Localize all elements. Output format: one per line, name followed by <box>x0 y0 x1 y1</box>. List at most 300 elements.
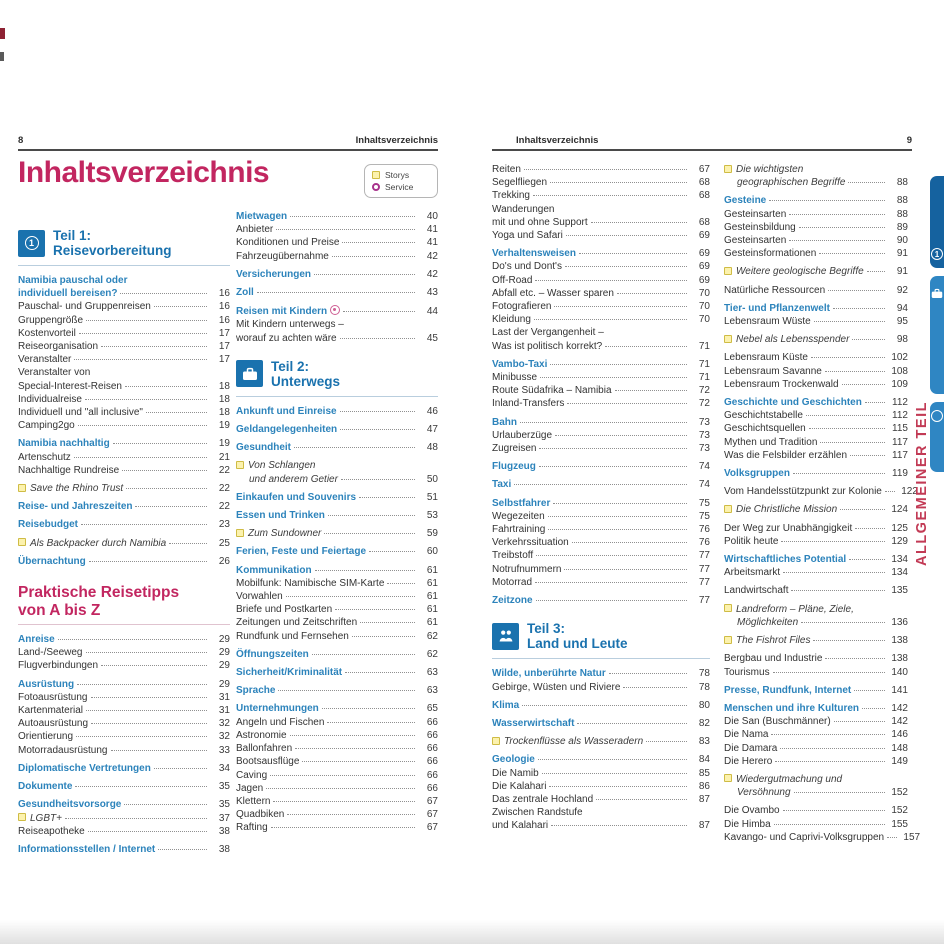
dot-leader <box>536 600 687 601</box>
toc-entry <box>236 716 438 729</box>
toc-entry-line <box>18 798 230 811</box>
toc-entry-page: 65 <box>426 703 438 715</box>
toc-entry-label: Versicherungen <box>236 268 312 280</box>
toc-entry-label: Motorradausrüstung <box>18 744 108 756</box>
toc-entry <box>724 755 908 768</box>
toc-entry-page: 73 <box>698 416 710 428</box>
dot-leader <box>315 570 415 571</box>
toc-entry <box>236 769 438 782</box>
dot-leader <box>75 786 207 787</box>
toc-entry-page: 17 <box>218 327 230 339</box>
toc-entry-line <box>236 648 438 661</box>
toc-entry-line <box>492 753 710 766</box>
toc-entry-page: 115 <box>892 423 908 435</box>
toc-entry <box>18 704 230 717</box>
toc-entry-label: Wanderungen <box>492 203 555 215</box>
toc-entry-line <box>492 384 710 397</box>
toc-entry-page: 41 <box>426 224 438 236</box>
toc-entry-page: 138 <box>891 653 908 665</box>
toc-entry-page: 70 <box>698 314 710 326</box>
toc-entry-label: Als Backpacker durch Namibia <box>30 537 167 549</box>
toc-entry <box>492 717 710 730</box>
toc-entry-line <box>724 616 908 629</box>
toc-entry-line <box>724 247 908 260</box>
toc-entry <box>236 286 438 299</box>
toc-entry-label: Segelfliegen <box>492 177 548 189</box>
dot-leader <box>125 386 207 387</box>
toc-entry-line <box>492 260 710 273</box>
toc-entry-page: 18 <box>218 380 230 392</box>
toc-entry-line <box>492 699 710 712</box>
toc-entry-line <box>724 603 908 616</box>
toc-entry-page: 75 <box>698 497 710 509</box>
toc-entry-label: Landreform – Pläne, Ziele, <box>736 603 854 615</box>
toc-entry-page: 69 <box>698 248 710 260</box>
toc-entry-label: Mythen und Tradition <box>724 436 818 448</box>
dot-leader <box>549 786 687 787</box>
dot-leader <box>809 428 885 429</box>
toc-entry-label: Namibia nachhaltig <box>18 438 110 450</box>
toc-entry-label: Kostenvorteil <box>18 327 76 339</box>
dot-leader <box>169 543 207 544</box>
toc-entry-line <box>724 351 908 364</box>
toc-entry-label: Die wichtigsten <box>736 164 804 175</box>
toc-entry-label: Klima <box>492 699 520 711</box>
dot-leader <box>842 384 885 385</box>
toc-entry-label: Last der Vergangenheit – <box>492 327 604 339</box>
toc-entry <box>236 616 438 629</box>
toc-entry-line <box>236 729 438 742</box>
toc-entry-page: 29 <box>218 634 230 646</box>
toc-entry-line <box>18 843 230 856</box>
right-running-head: Inhaltsverzeichnis <box>516 135 599 146</box>
dot-leader <box>91 697 208 698</box>
toc-entry-line <box>18 780 230 793</box>
toc-entry-label: Die Himba <box>724 818 771 830</box>
toc-entry-label: Angeln und Fischen <box>236 716 325 728</box>
toc-entry-label: Zum Sundowner <box>248 528 322 540</box>
service-icon <box>372 183 380 191</box>
toc-entry-label: Reise- und Jahreszeiten <box>18 501 133 513</box>
toc-entry-label: Informationsstellen / Internet <box>18 843 156 855</box>
dot-leader <box>535 582 687 583</box>
dot-leader <box>539 448 687 449</box>
toc-entry-label: Weitere geologische Begriffe <box>736 266 864 278</box>
toc-entry-page: 148 <box>891 742 908 754</box>
dot-leader <box>591 222 687 223</box>
toc-entry-label: Natürliche Ressourcen <box>724 284 826 296</box>
toc-entry-page: 76 <box>698 537 710 549</box>
toc-entry-label: Die Christliche Mission <box>736 504 838 516</box>
dot-leader <box>314 274 415 275</box>
toc-entry-line <box>724 684 908 697</box>
toc-list <box>236 405 438 835</box>
toc-entry-label: Wilde, unberührte Natur <box>492 668 606 680</box>
toc-entry-line <box>492 203 710 216</box>
toc-entry-page: 51 <box>426 491 438 503</box>
toc-entry <box>492 767 710 780</box>
toc-entry <box>724 351 908 364</box>
dot-leader <box>538 759 687 760</box>
toc-entry-line <box>724 535 908 548</box>
toc-entry-label: Vambo-Taxi <box>492 358 548 370</box>
toc-entry-label: Möglichkeiten <box>737 616 799 628</box>
toc-entry-label: Der Weg zur Unabhängigkeit <box>724 522 853 534</box>
toc-entry-line <box>18 730 230 743</box>
toc-entry-label: Von Schlangen <box>248 460 316 472</box>
toc-entry-page: 59 <box>426 528 438 540</box>
toc-entry <box>18 825 230 838</box>
toc-entry <box>236 223 438 236</box>
toc-entry-line <box>724 234 908 247</box>
left-column-2 <box>236 164 438 835</box>
toc-entry-label: Fotografieren <box>492 301 552 313</box>
toc-entry-line <box>236 564 438 577</box>
toc-entry <box>18 691 230 704</box>
toc-entry-line <box>18 393 230 406</box>
toc-entry-page: 18 <box>218 393 230 405</box>
toc-entry <box>18 633 230 646</box>
toc-entry-label: Individuell und "all inclusive" <box>18 407 143 419</box>
toc-entry-page: 87 <box>698 820 710 832</box>
toc-entry-label: Die Nama <box>724 729 769 741</box>
toc-entry-line <box>724 566 908 579</box>
dot-leader <box>58 639 207 640</box>
dot-leader <box>327 722 415 723</box>
toc-entry-page: 16 <box>218 301 230 313</box>
toc-entry-label: Trockenflüsse als Wasseradern <box>504 736 644 748</box>
toc-entry <box>236 684 438 697</box>
story-box-icon <box>724 604 732 612</box>
toc-entry-line <box>724 163 908 176</box>
toc-entry <box>724 831 921 844</box>
toc-entry-page: 88 <box>896 195 908 207</box>
toc-entry-line <box>18 678 230 691</box>
toc-entry <box>236 590 438 603</box>
toc-entry-page: 66 <box>426 782 438 794</box>
toc-entry-label: Geschichte und Geschichten <box>724 397 862 409</box>
section-heading-praktische-reisetipps: Praktische Reisetipps von A bis Z <box>18 584 230 625</box>
toc-entry-page: 19 <box>218 438 230 450</box>
toc-entry-line <box>724 436 908 449</box>
toc-entry-page: 66 <box>426 756 438 768</box>
toc-entry-line <box>236 716 438 729</box>
toc-entry-page: 135 <box>891 585 908 597</box>
toc-entry-page: 141 <box>891 684 908 696</box>
toc-entry-line <box>236 210 438 223</box>
dot-leader <box>65 818 207 819</box>
toc-entry-label: Wasserwirtschaft <box>492 717 575 729</box>
dot-leader <box>794 792 885 793</box>
toc-entry-line <box>18 287 230 300</box>
toc-entry-line <box>236 684 438 697</box>
toc-entry-label: Bahn <box>492 416 517 428</box>
toc-entry-page: 44 <box>426 306 438 318</box>
story-box-icon <box>724 774 732 782</box>
toc-entry-label: Gesundheit <box>236 442 292 454</box>
left-page-header <box>18 128 438 151</box>
toc-entry-page: 61 <box>426 604 438 616</box>
toc-entry <box>236 742 438 755</box>
toc-entry-label: Nebel als Lebensspender <box>736 334 850 346</box>
dot-leader <box>522 705 687 706</box>
toc-entry-page: 68 <box>698 216 710 228</box>
toc-entry-label: Reiseorganisation <box>18 341 99 353</box>
toc-entry <box>724 208 908 221</box>
toc-entry-line <box>492 576 710 589</box>
dot-leader <box>340 338 415 339</box>
toc-entry <box>724 194 908 207</box>
part-1-header <box>18 228 230 266</box>
dot-leader <box>294 447 415 448</box>
toc-entry <box>236 821 438 834</box>
toc-entry-label: Reisebudget <box>18 519 79 531</box>
toc-entry <box>18 482 230 495</box>
dot-leader <box>343 311 415 312</box>
toc-entry-line <box>492 247 710 260</box>
dot-leader <box>287 814 415 815</box>
toc-entry-line <box>724 715 908 728</box>
toc-entry-line <box>492 780 710 793</box>
toc-entry-label: Mit Kindern unterwegs – <box>236 319 344 331</box>
dot-leader <box>158 849 207 850</box>
dot-leader <box>550 182 687 183</box>
dot-leader <box>101 346 207 347</box>
toc-entry-label: Route Südafrika – Namibia <box>492 385 612 397</box>
dot-leader <box>335 609 415 610</box>
dot-leader <box>567 403 687 404</box>
toc-entry-label: Wirtschaftliches Potential <box>724 554 847 566</box>
toc-entry-line <box>492 819 710 832</box>
dot-leader <box>833 308 885 309</box>
toc-entry <box>236 318 438 344</box>
toc-entry-label: Namibia pauschal oder <box>18 275 128 286</box>
circle-icon <box>931 410 943 422</box>
toc-entry-line <box>236 590 438 603</box>
suitcase-icon <box>931 286 943 304</box>
toc-entry-page: 63 <box>426 685 438 697</box>
toc-entry-label: Was die Felsbilder erzählen <box>724 449 848 461</box>
toc-entry-page: 83 <box>698 736 710 748</box>
toc-entry-label: Kavango- und Caprivi-Volksgruppen <box>724 831 885 843</box>
toc-entry-label: Vorwahlen <box>236 591 283 603</box>
dot-leader <box>572 542 687 543</box>
toc-entry <box>724 396 908 409</box>
toc-entry <box>724 234 908 247</box>
toc-entry-label: Veranstalter <box>18 354 72 366</box>
toc-entry-page: 66 <box>426 716 438 728</box>
toc-entry-line <box>236 250 438 263</box>
toc-entry-line <box>236 755 438 768</box>
toc-entry-label: Reiten <box>492 164 521 175</box>
toc-entry-line <box>236 630 438 643</box>
toc-entry-label: Einkaufen und Souvenirs <box>236 491 357 503</box>
dot-leader <box>828 290 885 291</box>
dot-leader <box>324 533 415 534</box>
toc-entry-line <box>236 782 438 795</box>
dot-leader <box>806 415 885 416</box>
toc-entry <box>492 735 710 748</box>
toc-entry-label: Die San (Buschmänner) <box>724 716 831 728</box>
toc-entry <box>18 659 230 672</box>
toc-entry-line <box>236 821 438 834</box>
toc-entry-label: Yoga und Safari <box>492 230 563 242</box>
toc-entry <box>724 163 908 189</box>
toc-entry-label: Diplomatische Vertretungen <box>18 762 151 774</box>
toc-entry-line <box>236 808 438 821</box>
toc-entry-page: 62 <box>426 630 438 642</box>
toc-entry-label: Flugverbindungen <box>18 660 99 672</box>
toc-entry-line <box>492 163 710 176</box>
story-box-icon <box>18 813 26 821</box>
dot-leader <box>539 466 687 467</box>
toc-entry-line <box>18 464 230 477</box>
dot-leader <box>783 810 885 811</box>
toc-entry-label: Rundfunk und Fernsehen <box>236 630 349 642</box>
toc-entry-page: 60 <box>426 546 438 558</box>
toc-entry-page: 66 <box>426 743 438 755</box>
toc-entry-page: 53 <box>426 510 438 522</box>
dot-leader <box>345 672 415 673</box>
chapter-tab-part-1 <box>930 176 944 268</box>
toc-entry-page: 38 <box>218 843 230 855</box>
toc-entry-page: 32 <box>218 731 230 743</box>
dot-leader <box>340 411 415 412</box>
toc-entry-label: Taxi <box>492 479 512 491</box>
toc-entry-line <box>236 795 438 808</box>
toc-entry-label: Save the Rhino Trust <box>30 483 124 495</box>
toc-entry <box>18 451 230 464</box>
toc-entry-line <box>724 208 908 221</box>
left-running-head: Inhaltsverzeichnis <box>355 135 438 146</box>
toc-entry-line <box>236 236 438 249</box>
dot-leader <box>369 551 415 552</box>
legend-box <box>364 164 438 198</box>
toc-entry-line <box>236 545 438 558</box>
toc-entry-label: Urlauberzüge <box>492 429 553 441</box>
toc-entry <box>724 315 908 328</box>
toc-entry-label: Die Kalahari <box>492 780 547 792</box>
toc-entry-label: Gruppengröße <box>18 314 84 326</box>
toc-entry-line <box>18 704 230 717</box>
toc-entry-label: Nachhaltige Rundreise <box>18 464 120 476</box>
dot-leader <box>819 253 885 254</box>
story-box-icon <box>18 484 26 492</box>
toc-entry-page: 25 <box>218 537 230 549</box>
toc-entry-line <box>492 397 710 410</box>
toc-entry-label: Lebensraum Trockenwald <box>724 378 839 390</box>
toc-entry <box>236 459 438 485</box>
toc-entry-label: Kommunikation <box>236 564 312 576</box>
dot-leader <box>524 169 687 170</box>
toc-entry-page: 48 <box>426 442 438 454</box>
toc-entry-line <box>724 265 908 278</box>
dot-leader <box>154 768 207 769</box>
toc-entry-label: Off-Road <box>492 274 533 286</box>
dot-leader <box>290 216 415 217</box>
toc-entry <box>492 397 710 410</box>
toc-entry-line <box>18 555 230 568</box>
toc-entry-page: 112 <box>892 397 908 409</box>
toc-entry-label: Lebensraum Savanne <box>724 365 822 377</box>
toc-entry-label: Fahrtraining <box>492 524 546 536</box>
toc-entry-label: Verkehrssituation <box>492 537 569 549</box>
toc-entry <box>492 326 710 352</box>
dot-leader <box>854 690 885 691</box>
toc-entry-line <box>18 825 230 838</box>
toc-entry-line <box>236 441 438 454</box>
toc-list <box>492 163 710 607</box>
toc-entry-label: Lebensraum Küste <box>724 352 808 364</box>
toc-entry <box>236 405 438 418</box>
toc-entry-line <box>492 735 710 748</box>
toc-entry <box>18 812 230 825</box>
dot-leader <box>848 182 885 183</box>
toc-entry <box>18 300 230 313</box>
toc-entry-line <box>492 326 710 339</box>
toc-entry-line <box>236 491 438 504</box>
toc-entry-label: Klettern <box>236 795 271 807</box>
dot-leader <box>86 652 208 653</box>
toc-entry <box>236 491 438 504</box>
toc-entry-line <box>18 744 230 757</box>
toc-entry <box>492 536 710 549</box>
toc-entry-page: 129 <box>891 535 908 547</box>
toc-entry-line <box>724 702 908 715</box>
toc-entry-label: LGBT+ <box>30 812 62 824</box>
toc-entry-label: Selbstfahrer <box>492 497 551 509</box>
toc-entry-page: 124 <box>891 504 908 516</box>
dot-leader <box>533 195 687 196</box>
toc-entry <box>18 406 230 419</box>
toc-entry-line <box>18 717 230 730</box>
toc-entry <box>18 717 230 730</box>
toc-entry-line <box>724 221 908 234</box>
dot-leader <box>548 529 687 530</box>
toc-entry-page: 90 <box>896 235 908 247</box>
toc-entry-page: 67 <box>426 822 438 834</box>
story-box-icon <box>18 538 26 546</box>
right-column-2 <box>724 163 921 844</box>
story-box-icon <box>492 737 500 745</box>
toc-entry-line <box>236 616 438 629</box>
toc-entry-label: Jagen <box>236 782 264 794</box>
toc-entry-page: 43 <box>426 287 438 299</box>
toc-entry <box>724 422 908 435</box>
toc-entry-line <box>236 318 438 331</box>
toc-entry-label: Ferien, Feste und Feiertage <box>236 546 367 558</box>
toc-entry-line <box>724 831 921 844</box>
toc-entry-page: 134 <box>891 567 908 579</box>
toc-entry-page: 108 <box>891 365 908 377</box>
toc-entry-page: 98 <box>896 334 908 346</box>
toc-entry-line <box>18 500 230 513</box>
toc-entry <box>236 666 438 679</box>
toc-entry <box>236 564 438 577</box>
toc-entry-page: 70 <box>698 301 710 313</box>
dot-leader <box>789 240 885 241</box>
toc-entry-line <box>18 646 230 659</box>
toc-entry-page: 76 <box>698 524 710 536</box>
toc-entry <box>492 384 710 397</box>
toc-entry-label: Individualreise <box>18 393 82 405</box>
toc-entry-label: Zeitzone <box>492 595 533 607</box>
toc-entry-page: 77 <box>698 563 710 575</box>
dot-leader <box>276 229 415 230</box>
toc-entry <box>724 365 908 378</box>
toc-entry <box>724 566 908 579</box>
toc-entry <box>18 340 230 353</box>
